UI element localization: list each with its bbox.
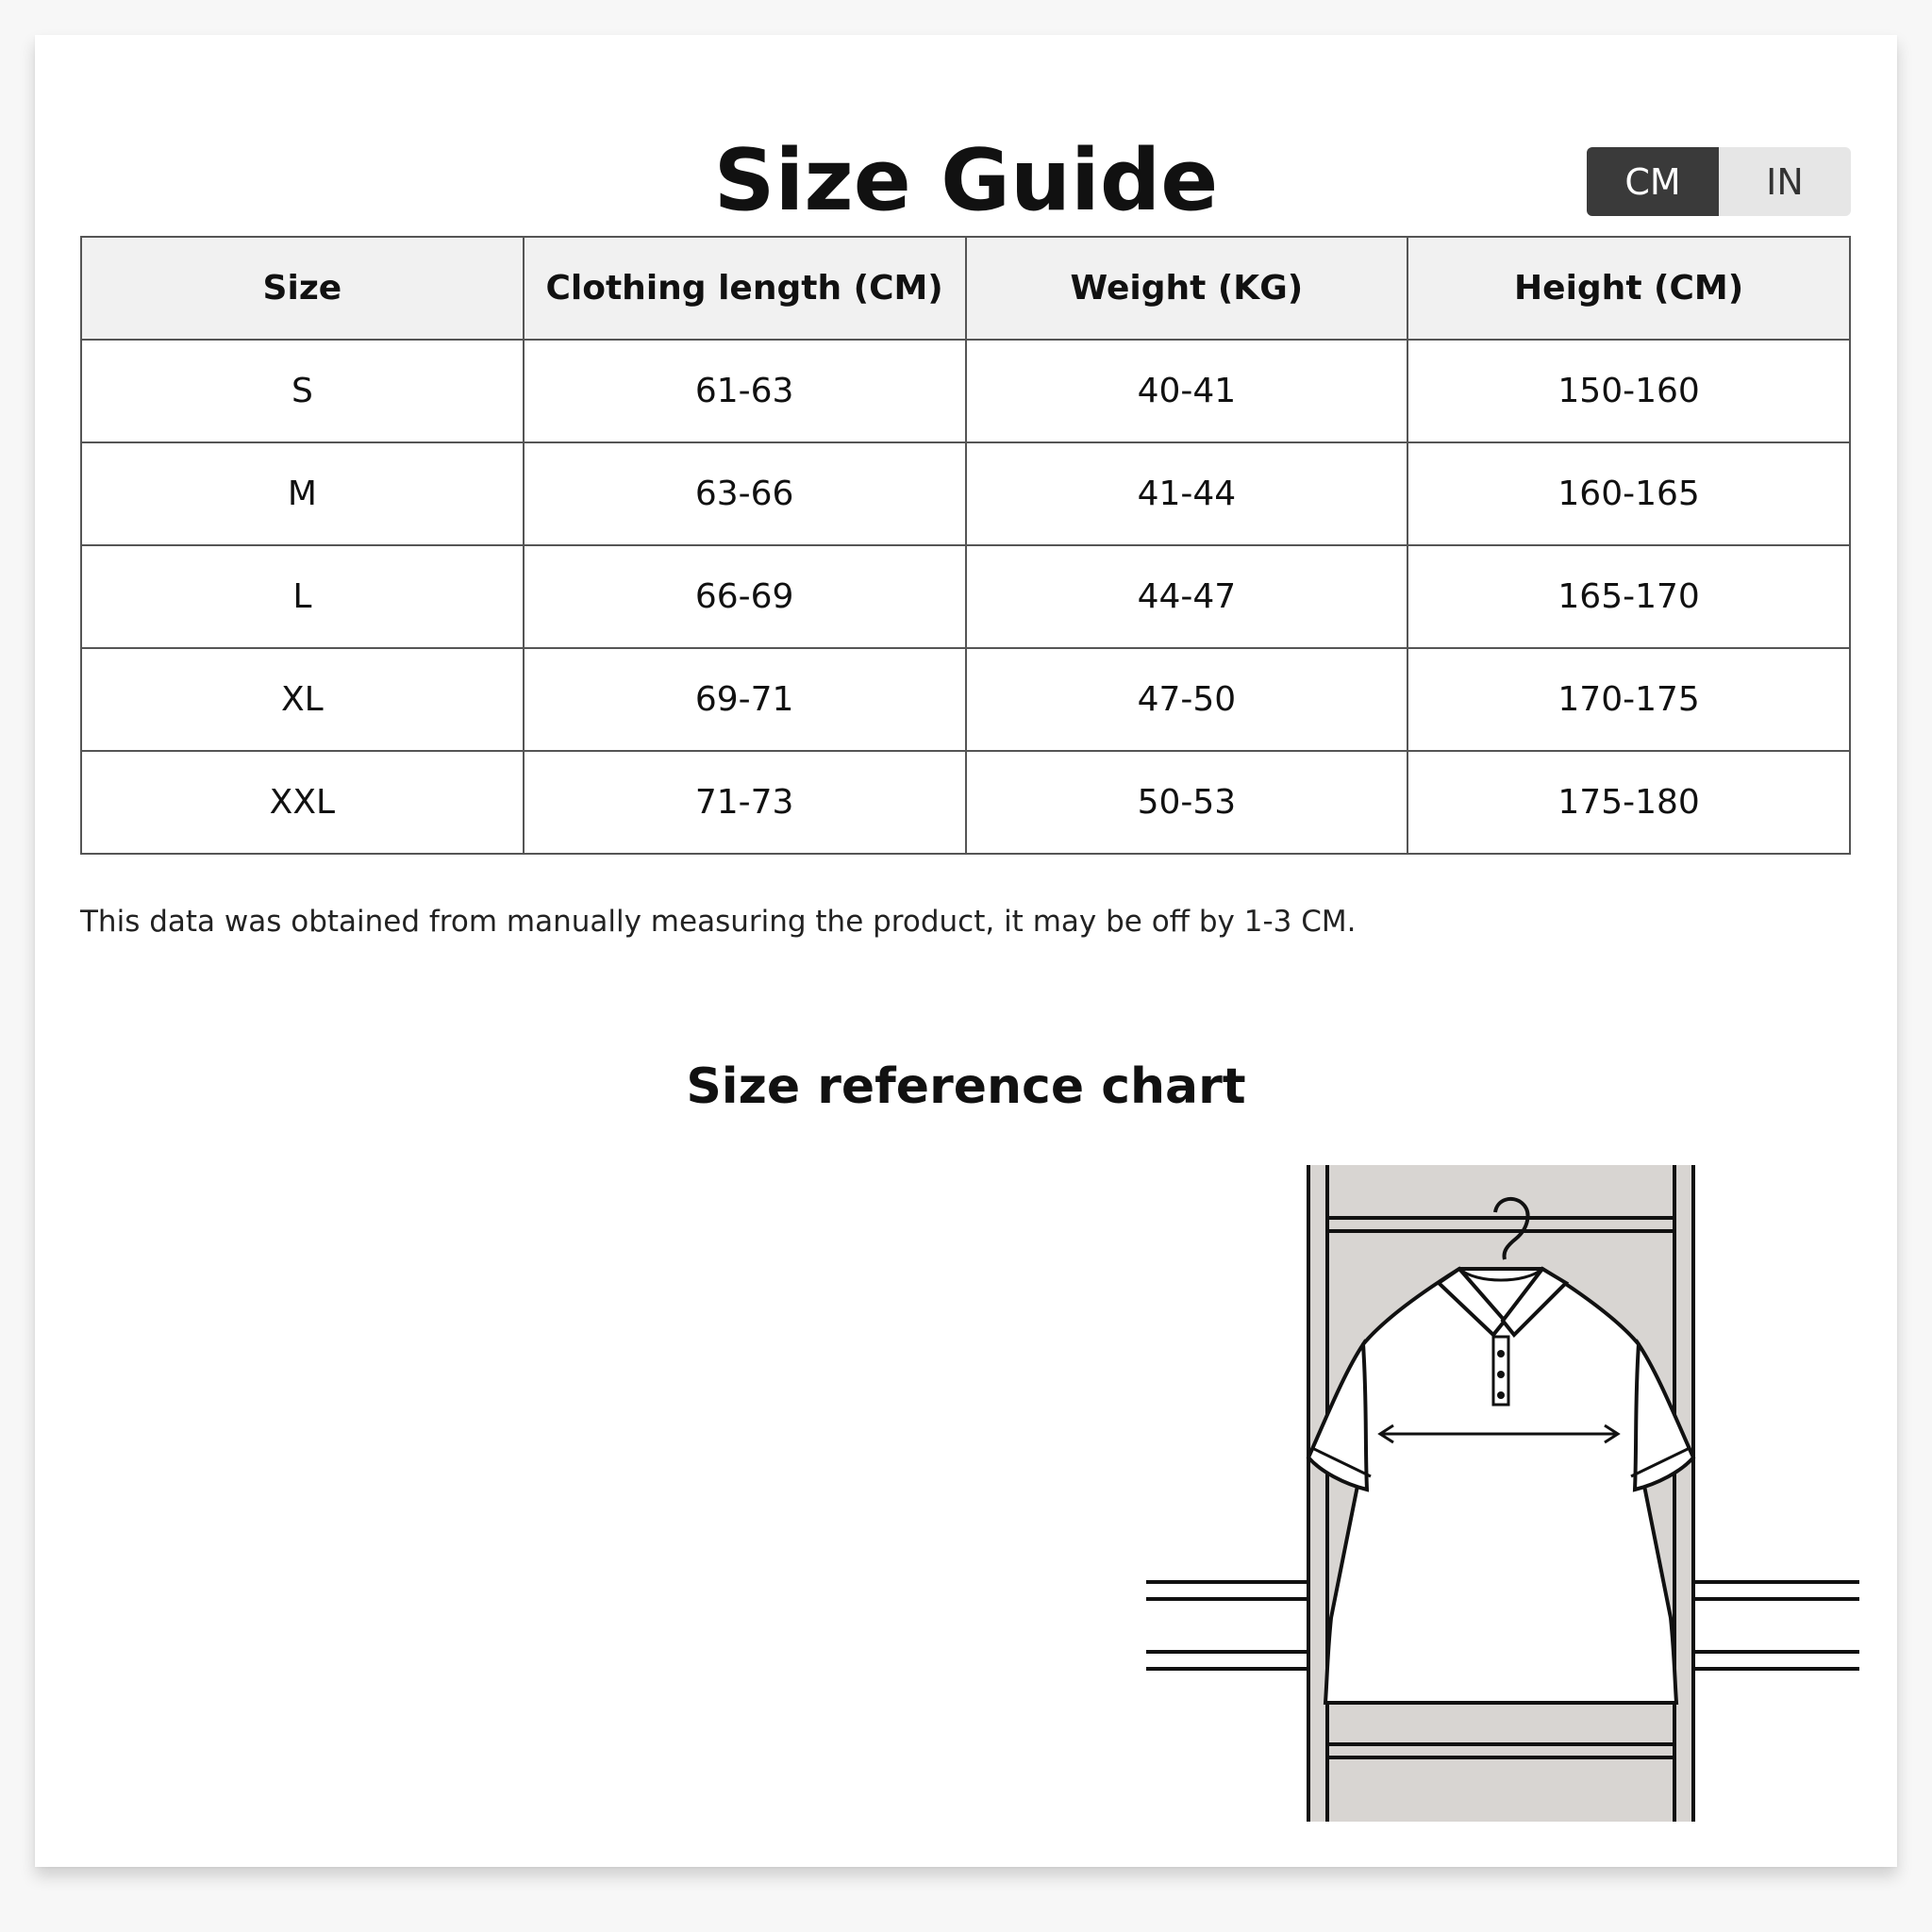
cell-size: L	[81, 545, 524, 648]
cell-weight: 47-50	[966, 648, 1408, 751]
cell-height: 165-170	[1407, 545, 1850, 648]
table-row	[81, 340, 1850, 442]
table-row	[81, 545, 1850, 648]
cell-clothing-length: 66-69	[524, 545, 966, 648]
cell-clothing-length: 63-66	[524, 442, 966, 545]
cell-size: S	[81, 340, 524, 442]
section-title: Size reference chart	[686, 1058, 1246, 1115]
size-guide-card	[35, 35, 1897, 1867]
unit-option-cm[interactable]: CM	[1587, 147, 1719, 216]
measurement-note: This data was obtained from manually measuring the product, it may be off by 1-3 CM.	[80, 905, 1357, 939]
unit-toggle	[1587, 147, 1851, 216]
cell-height: 170-175	[1407, 648, 1850, 751]
table-row	[81, 648, 1850, 751]
header-weight: Weight (KG)	[966, 237, 1408, 340]
table-row	[81, 751, 1850, 854]
cell-size: XL	[81, 648, 524, 751]
header-size: Size	[81, 237, 524, 340]
cell-height: 175-180	[1407, 751, 1850, 854]
cell-weight: 40-41	[966, 340, 1408, 442]
unit-option-in[interactable]: IN	[1766, 160, 1804, 203]
cell-clothing-length: 71-73	[524, 751, 966, 854]
cell-clothing-length: 61-63	[524, 340, 966, 442]
polo-shirt-on-hanger-icon	[1146, 1165, 1859, 1844]
table-row	[81, 442, 1850, 545]
header-height: Height (CM)	[1407, 237, 1850, 340]
table-header-row	[81, 237, 1850, 340]
cell-clothing-length: 69-71	[524, 648, 966, 751]
size-table	[80, 236, 1851, 855]
cell-size: M	[81, 442, 524, 545]
cell-weight: 44-47	[966, 545, 1408, 648]
cell-weight: 41-44	[966, 442, 1408, 545]
cell-size: XXL	[81, 751, 524, 854]
page-title: Size Guide	[713, 131, 1219, 230]
header-clothing-length: Clothing length (CM)	[524, 237, 966, 340]
cell-weight: 50-53	[966, 751, 1408, 854]
cell-height: 160-165	[1407, 442, 1850, 545]
cell-height: 150-160	[1407, 340, 1850, 442]
